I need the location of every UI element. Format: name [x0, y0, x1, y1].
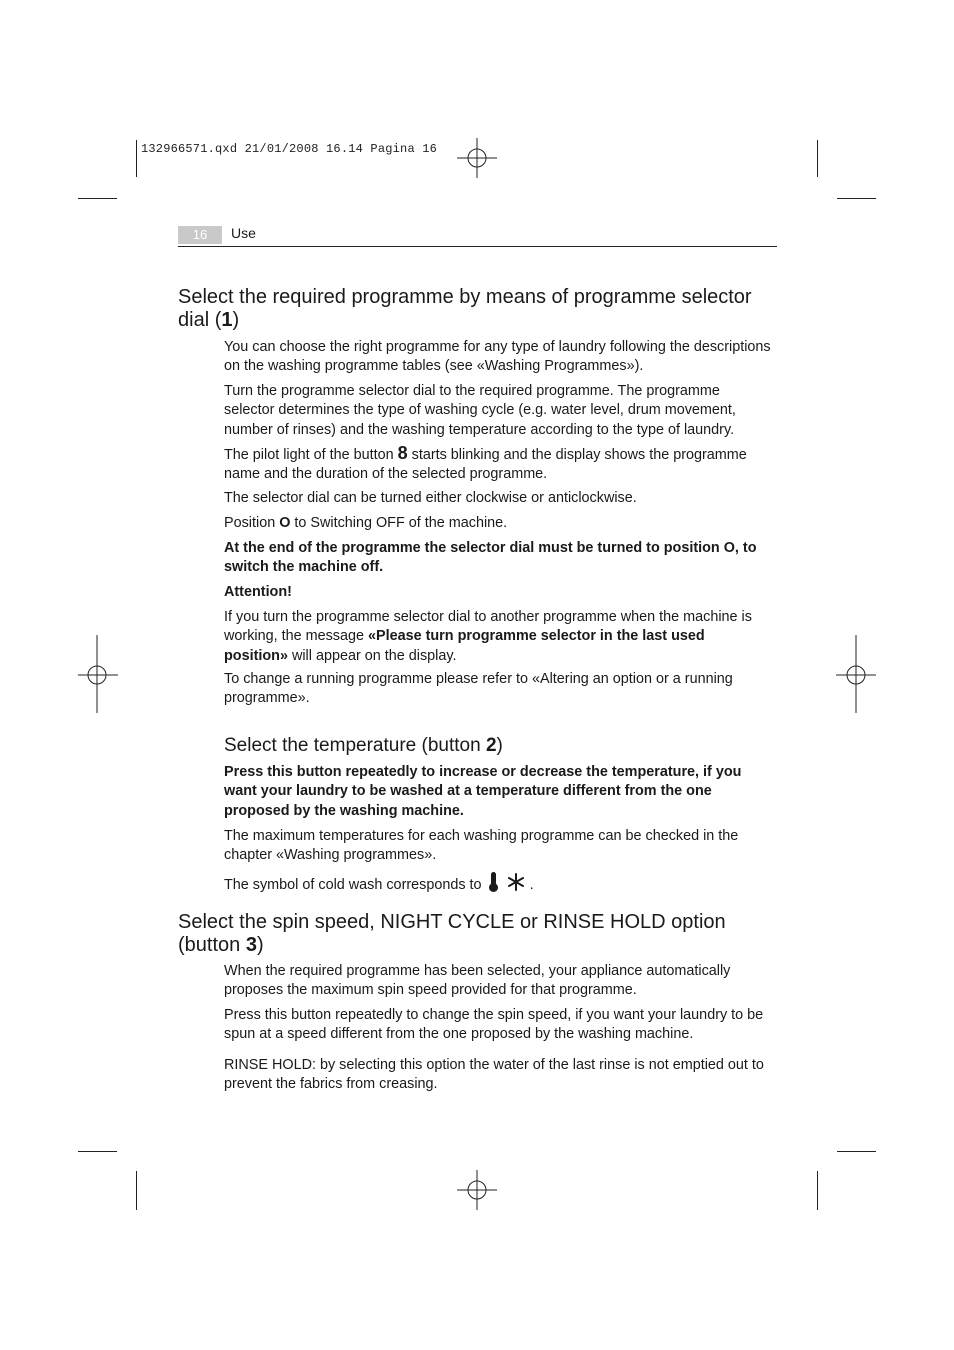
section-heading-temperature: Select the temperature (button 2) — [224, 735, 503, 756]
cold-wash-symbol — [486, 871, 530, 899]
header-rule — [178, 246, 777, 247]
print-slug: 132966571.qxd 21/01/2008 16.14 Pagina 16 — [141, 142, 438, 156]
paragraph: If you turn the programme selector dial to another programme when the machine is working, the message «Please turn programme selector in the last used position» will appear on the display. — [224, 609, 752, 664]
paragraph: Turn the programme selector dial to the required programme. The programme selector determines the type of washing cycle (e.g. water level, drum movement, number of rinses) and the washing temperature according to the type of laundry. — [224, 383, 736, 438]
paragraph: Press this button repeatedly to change the spin speed, if you want your laundry to be spun at a speed different from the one proposed by the washing machine. — [224, 1007, 764, 1043]
paragraph: You can choose the right programme for any type of laundry following the descriptions on the washing programme tables (see «Washing Programmes»). — [224, 339, 771, 375]
paragraph: When the required programme has been selected, your appliance automatically proposes the maximum spin speed provided for that programme. — [224, 963, 731, 999]
instruction-paragraph: Press this button repeatedly to increase or decrease the temperature, if you want your laundry to be washed at a temperature different from the one proposed by the washing machine. — [224, 764, 742, 819]
thermometer-snowflake-icon — [486, 871, 530, 893]
registration-mark-icon — [457, 138, 497, 178]
page-number: 16 — [178, 226, 222, 244]
paragraph: To change a running programme please refer to «Altering an option or a running programme». — [224, 671, 733, 707]
section-heading-spin-speed: Select the spin speed, NIGHT CYCLE or RINSE HOLD option (button 3) — [178, 911, 726, 956]
attention-label: Attention! — [224, 584, 292, 600]
registration-mark-icon — [457, 1170, 497, 1210]
paragraph: The symbol of cold wash corresponds to . — [224, 871, 772, 899]
paragraph: The maximum temperatures for each washing programme can be checked in the chapter «Washing programmes». — [224, 828, 739, 864]
running-header-section: Use — [231, 225, 256, 241]
registration-mark-icon — [78, 635, 118, 713]
paragraph: RINSE HOLD: by selecting this option the water of the last rinse is not emptied out to prevent the fabrics from creasing. — [224, 1057, 764, 1093]
paragraph: The selector dial can be turned either clockwise or anticlockwise. — [224, 490, 637, 506]
paragraph: The pilot light of the button 8 starts blinking and the display shows the programme name and the duration of the selected programme. — [224, 443, 747, 483]
section-heading-programme: Select the required programme by means of programme selector dial (1) — [178, 286, 752, 331]
registration-mark-icon — [836, 635, 876, 713]
warning-paragraph: At the end of the programme the selector dial must be turned to position O, to switch the machine off. — [224, 540, 757, 576]
paragraph: Position O to Switching OFF of the machine. — [224, 515, 508, 531]
off-position-symbol: O — [279, 515, 291, 531]
